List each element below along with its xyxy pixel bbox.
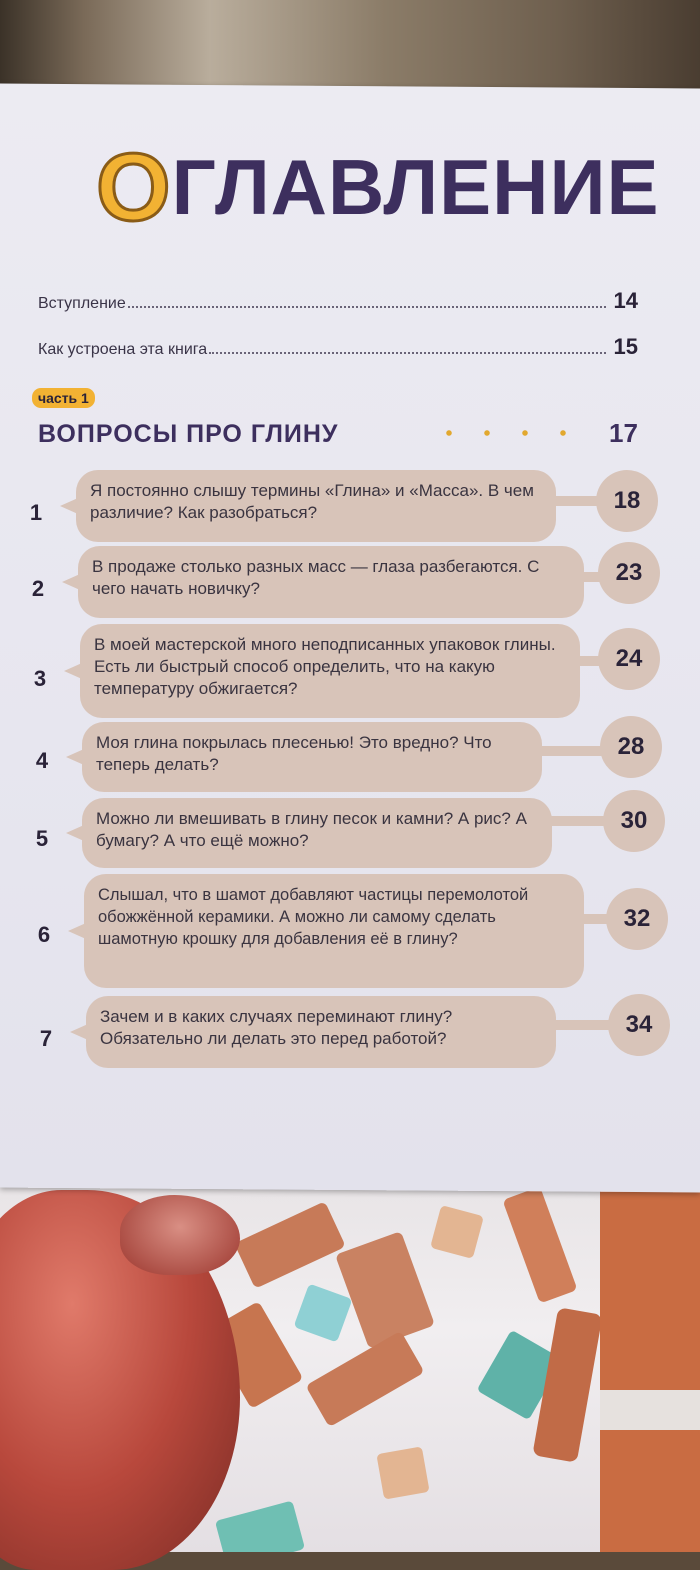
bubble-connector [550,496,600,506]
terracotta-tile [600,1180,700,1552]
question-bubble[interactable] [80,624,580,718]
question-page-number: 18 [596,470,658,532]
question-number: 6 [37,922,51,947]
question-bubble[interactable] [78,546,584,618]
question-page-number: 23 [598,542,660,604]
question-bubble[interactable] [76,470,556,542]
title-rest: ГЛАВЛЕНИЕ [171,143,660,231]
terracotta-tile [305,1331,424,1428]
question-page-number: 34 [608,994,670,1056]
question-number: 5 [35,826,49,851]
question-page-number: 24 [598,628,660,690]
question-number: 3 [33,666,47,691]
question-text: Моя глина покрылась плесенью! Это вредно? Что теперь делать? [96,733,492,774]
question-number: 7 [39,1026,53,1051]
terracotta-tile [234,1201,346,1289]
question-bubble[interactable] [86,996,556,1068]
beige-tile [376,1446,429,1499]
terracotta-tile [502,1186,577,1303]
question-bubble[interactable] [82,722,542,792]
section-page-number: 17 [609,418,638,448]
question-number: 1 [29,500,43,525]
terracotta-tile [335,1231,435,1349]
toc-entry-intro[interactable] [38,288,638,314]
question-text: Зачем и в каких случаях переминают глину? Обязательно ли делать это перед работой? [100,1007,453,1048]
tape-strip [600,1390,700,1430]
bubble-connector [536,746,604,756]
toc-entry-how-book-works[interactable] [38,334,638,360]
question-text: Слышал, что в шамот добавляют частицы перемолотой обожжённой керамики. А можно ли самому сделать шамотную крошку для добавления её в глину? [98,886,529,948]
question-text: Можно ли вмешивать в глину песок и камни? А рис? А бумагу? А что ещё можно? [96,809,527,850]
question-number: 4 [35,748,49,773]
bubble-connector [578,914,608,924]
bubble-tail [62,574,80,590]
question-text: В моей мастерской много неподписанных упаковок глины. Есть ли быстрый способ определить, что на какую температуру обжигается? [94,635,556,698]
beige-tile [430,1205,484,1259]
bubble-connector [546,816,608,826]
question-bubble[interactable] [82,798,552,868]
turquoise-tile [294,1284,353,1343]
title-first-letter: О [96,134,172,241]
question-page-number: 28 [600,716,662,778]
turquoise-tile [215,1500,305,1552]
question-number: 2 [31,576,45,601]
toc-page-number: 15 [613,334,638,359]
question-page-number: 32 [606,888,668,950]
bubble-connector [550,1020,612,1030]
part-badge: часть 1 [32,388,95,408]
toc-page-number: 14 [613,288,638,313]
question-bubble[interactable] [84,874,584,988]
bubble-tail [66,749,84,765]
page-title [96,134,660,241]
toc-entry-label: Вступление [38,295,126,312]
question-page-number: 30 [603,790,665,852]
section-dot-leader [430,428,598,438]
dot-leader [209,352,605,354]
bubble-tail [68,923,86,939]
dot-leader [128,306,606,308]
question-text: В продаже столько разных масс — глаза разбегаются. С чего начать новичку? [92,557,540,598]
bubble-tail [70,1024,88,1040]
bubble-tail [64,663,82,679]
toc-entry-label: Как устроена эта книга [38,341,208,358]
question-text: Я постоянно слышу термины «Глина» и «Масса». В чем различие? Как разобраться? [90,481,534,522]
section-title[interactable]: ВОПРОСЫ ПРО ГЛИНУ [38,420,339,448]
bubble-tail [66,825,84,841]
bubble-tail [60,498,78,514]
